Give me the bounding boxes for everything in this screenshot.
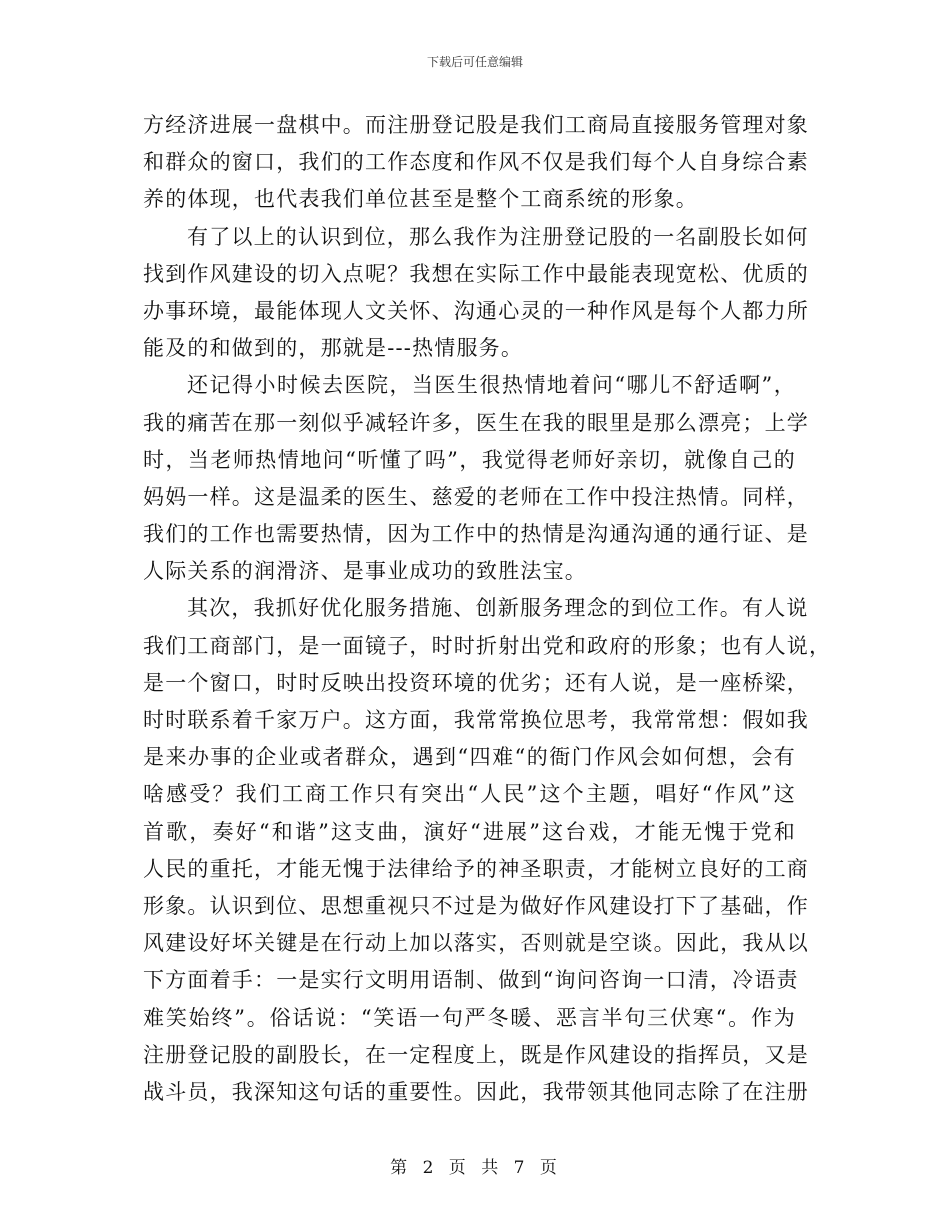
text-line: 和群众的窗口，我们的工作态度和作风不仅是我们每个人自身综合素 xyxy=(143,150,809,175)
text-line: 其次，我抓好优化服务措施、创新服务理念的到位工作。有人说 xyxy=(187,596,809,621)
text-line: 首歌，奏好“和谐”这支曲，演好“进展”这台戏，才能无愧于党和 xyxy=(143,819,796,844)
text-line: 方经济进展一盘棋中。而注册登记股是我们工商局直接服务管理对象 xyxy=(143,113,809,137)
text-line: 人民的重托，才能无愧于法律给予的神圣职责，才能树立良好的工商 xyxy=(143,856,809,881)
text-line: 时，当老师热情地问“听懂了吗”，我觉得老师好亲切，就像自己的 xyxy=(143,447,796,472)
text-line: 难笑始终”。俗话说：“笑语一句严冬暖、恶言半句三伏寒“。作为 xyxy=(143,1005,796,1030)
text-line: 妈妈一样。这是温柔的医生、慈爱的老师在工作中投注热情。同样， xyxy=(143,484,809,509)
text-line: 我们工商部门，是一面镜子，时时折射出党和政府的形象；也有人说， xyxy=(143,633,832,658)
text-line: 风建设好坏关键是在行动上加以落实，否则就是空谈。因此，我从以 xyxy=(143,931,809,956)
text-line: 有了以上的认识到位，那么我作为注册登记股的一名副股长如何 xyxy=(187,224,809,249)
text-line: 是来办事的企业或者群众，遇到“四难“的衙门作风会如何想，会有 xyxy=(143,745,796,770)
text-line: 时时联系着千家万户。这方面，我常常换位思考，我常常想：假如我 xyxy=(143,708,809,732)
page-header: 下载后可任意编辑 xyxy=(426,55,523,69)
text-line: 还记得小时候去医院，当医生很热情地着问“哪儿不舒适啊”， xyxy=(187,373,796,398)
text-line: 形象。认识到位、思想重视只不过是为做好作风建设打下了基础，作 xyxy=(143,893,809,918)
text-line: 下方面着手：一是实行文明用语制、做到“询问咨询一口清，冷语责 xyxy=(143,968,799,993)
text-line: 能及的和做到的，那就是---热情服务。 xyxy=(143,336,524,361)
text-line: 啥感受？我们工商工作只有突出“人民”这个主题，唱好“作风”这 xyxy=(143,782,796,807)
text-line: 人际关系的润滑济、是事业成功的致胜法宝。 xyxy=(143,559,587,584)
paragraph xyxy=(143,367,809,590)
text-line: 我的痛苦在那一刻似乎减轻许多，医生在我的眼里是那么漂亮；上学 xyxy=(143,410,809,435)
text-line: 是一个窗口，时时反映出投资环境的优劣；还有人说，是一座桥梁， xyxy=(143,670,809,695)
text-line: 战斗员，我深知这句话的重要性。因此，我带领其他同志除了在注册 xyxy=(143,1079,809,1104)
text-line: 找到作风建设的切入点呢？我想在实际工作中最能表现宽松、优质的 xyxy=(143,261,809,286)
text-line: 办事环境，最能体现人文关怀、沟通心灵的一种作风是每个人都力所 xyxy=(143,298,809,323)
paragraph xyxy=(143,590,832,1111)
page-number: 第 2 页 共 7 页 xyxy=(390,1158,560,1178)
document-body xyxy=(143,107,832,1111)
text-line: 注册登记股的副股长，在一定程度上，既是作风建设的指挥员，又是 xyxy=(143,1042,809,1067)
text-line: 养的体现，也代表我们单位甚至是整个工商系统的形象。 xyxy=(143,187,698,212)
paragraph xyxy=(143,107,809,219)
paragraph xyxy=(143,219,809,368)
text-line: 我们的工作也需要热情，因为工作中的热情是沟通沟通的通行证、是 xyxy=(143,522,809,547)
